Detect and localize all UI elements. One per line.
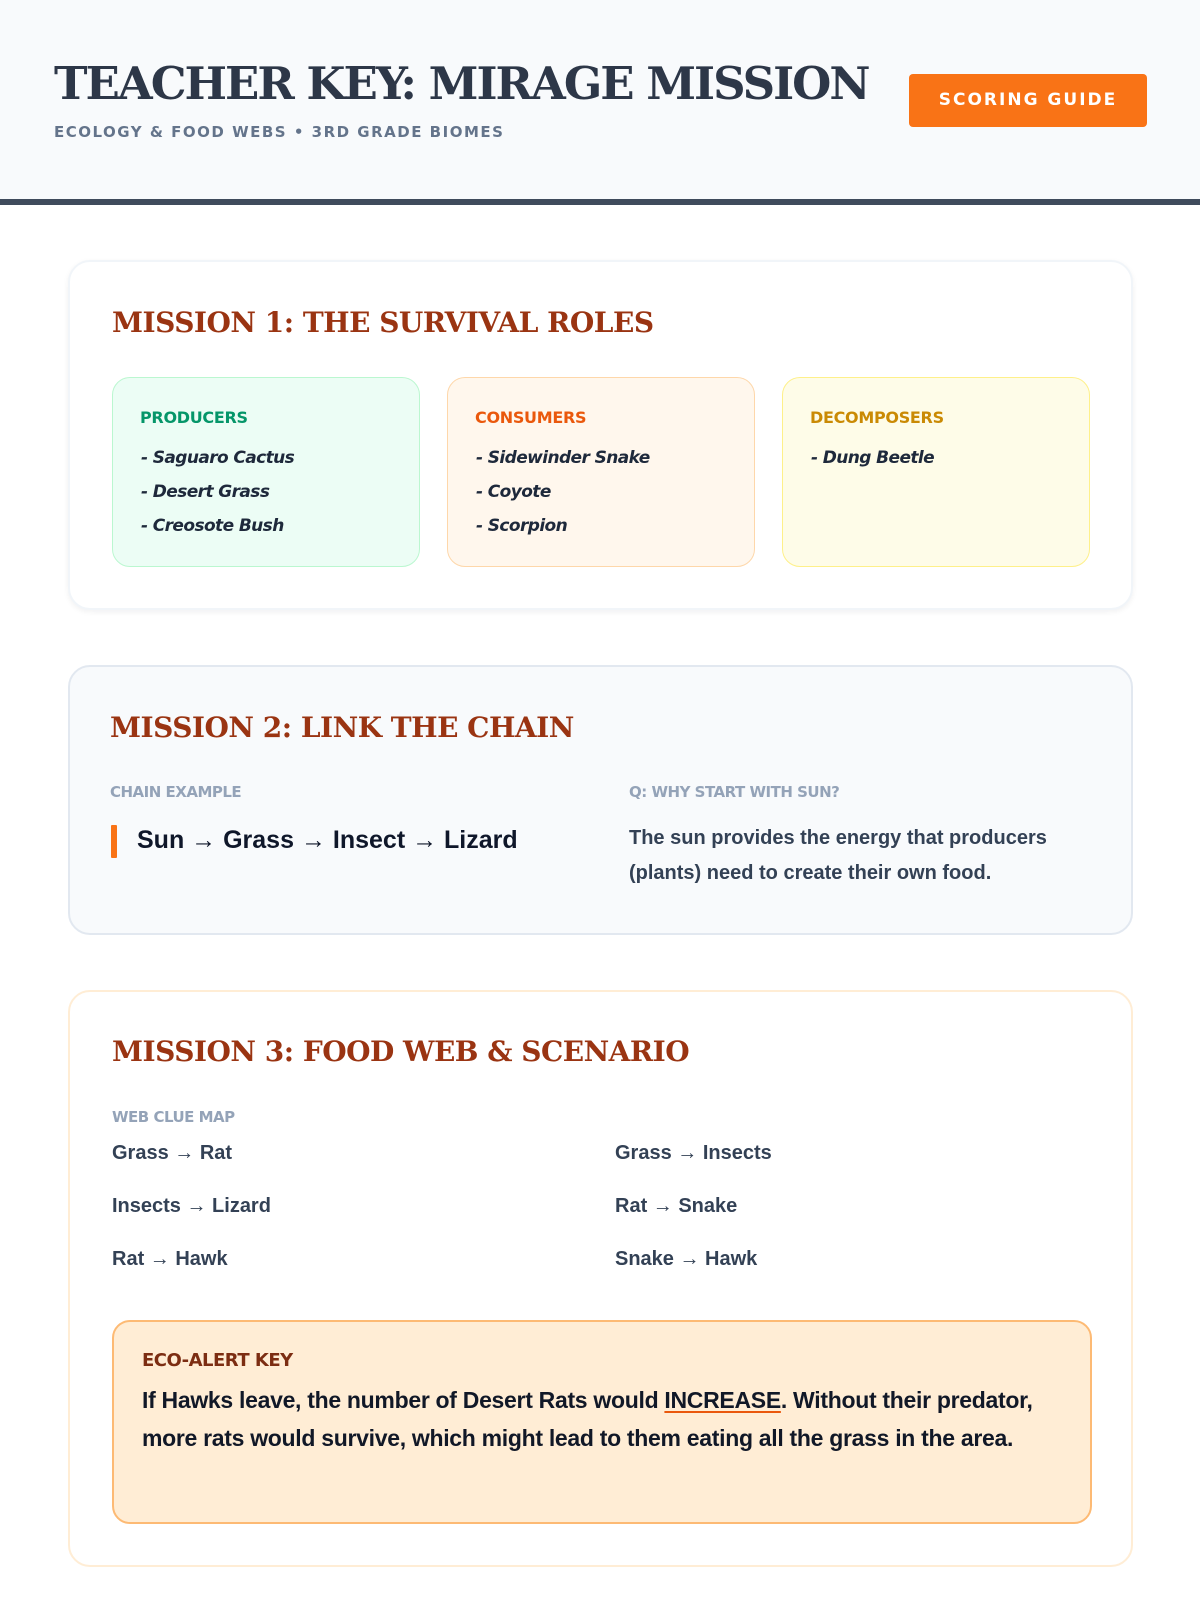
mission-2-title: MISSION 2: LINK THE CHAIN [110, 711, 574, 744]
web-clue-map-label: WEB CLUE MAP [112, 1108, 235, 1126]
chain-example-label: CHAIN EXAMPLE [110, 783, 242, 801]
decomposers-box [782, 377, 1090, 567]
list-item: - Dung Beetle [811, 448, 935, 468]
eco-alert-emphasis: INCREASE [664, 1387, 781, 1413]
list-item: - Creosote Bush [141, 516, 284, 536]
eco-alert-text-end: . Without their predator, more rats would survive, which might lead to them eating all the grass in the area. [142, 1387, 1033, 1451]
eco-alert-text-start: If Hawks leave, the number of Desert Rats would [142, 1387, 665, 1413]
producers-heading: PRODUCERS [140, 408, 248, 427]
list-item: - Coyote [476, 482, 551, 502]
decomposers-list [811, 444, 934, 478]
mission-1-title: MISSION 1: THE SURVIVAL ROLES [112, 306, 654, 339]
producers-box [112, 377, 420, 567]
list-item: - Desert Grass [141, 482, 270, 502]
web-clue-item: Rat → Hawk [112, 1248, 228, 1270]
producers-list [141, 444, 294, 546]
web-clue-item: Grass → Insects [615, 1142, 772, 1164]
mission-1-card [68, 260, 1133, 610]
chain-accent-bar [111, 825, 117, 858]
list-item: - Sidewinder Snake [476, 448, 650, 468]
eco-alert-text [142, 1381, 1062, 1457]
web-clue-item: Insects → Lizard [112, 1195, 271, 1217]
list-item: - Scorpion [476, 516, 568, 536]
mission-3-title: MISSION 3: FOOD WEB & SCENARIO [112, 1035, 690, 1068]
scoring-guide-button[interactable]: SCORING GUIDE [909, 74, 1147, 127]
question-label: Q: WHY START WITH SUN? [629, 783, 840, 801]
sun-answer-text: The sun provides the energy that producers (plants) need to create their own food. [629, 827, 1047, 884]
eco-alert-box [112, 1320, 1092, 1524]
web-clue-item: Rat → Snake [615, 1195, 738, 1217]
page-header [0, 0, 1200, 205]
mission-3-card [68, 990, 1133, 1567]
eco-alert-title: ECO-ALERT KEY [142, 1350, 293, 1371]
consumers-list [476, 444, 650, 546]
web-clue-item: Grass → Rat [112, 1142, 233, 1164]
consumers-box [447, 377, 755, 567]
page-subtitle: ECOLOGY & FOOD WEBS • 3RD GRADE BIOMES [54, 123, 505, 141]
mission-2-card [68, 665, 1133, 935]
list-item: - Saguaro Cactus [141, 448, 295, 468]
consumers-heading: CONSUMERS [475, 408, 587, 427]
food-chain-example: Sun → Grass → Insect → Lizard [137, 826, 518, 854]
web-clue-item: Snake → Hawk [615, 1248, 758, 1270]
decomposers-heading: DECOMPOSERS [810, 408, 944, 427]
page-title: TEACHER KEY: MIRAGE MISSION [54, 57, 869, 110]
